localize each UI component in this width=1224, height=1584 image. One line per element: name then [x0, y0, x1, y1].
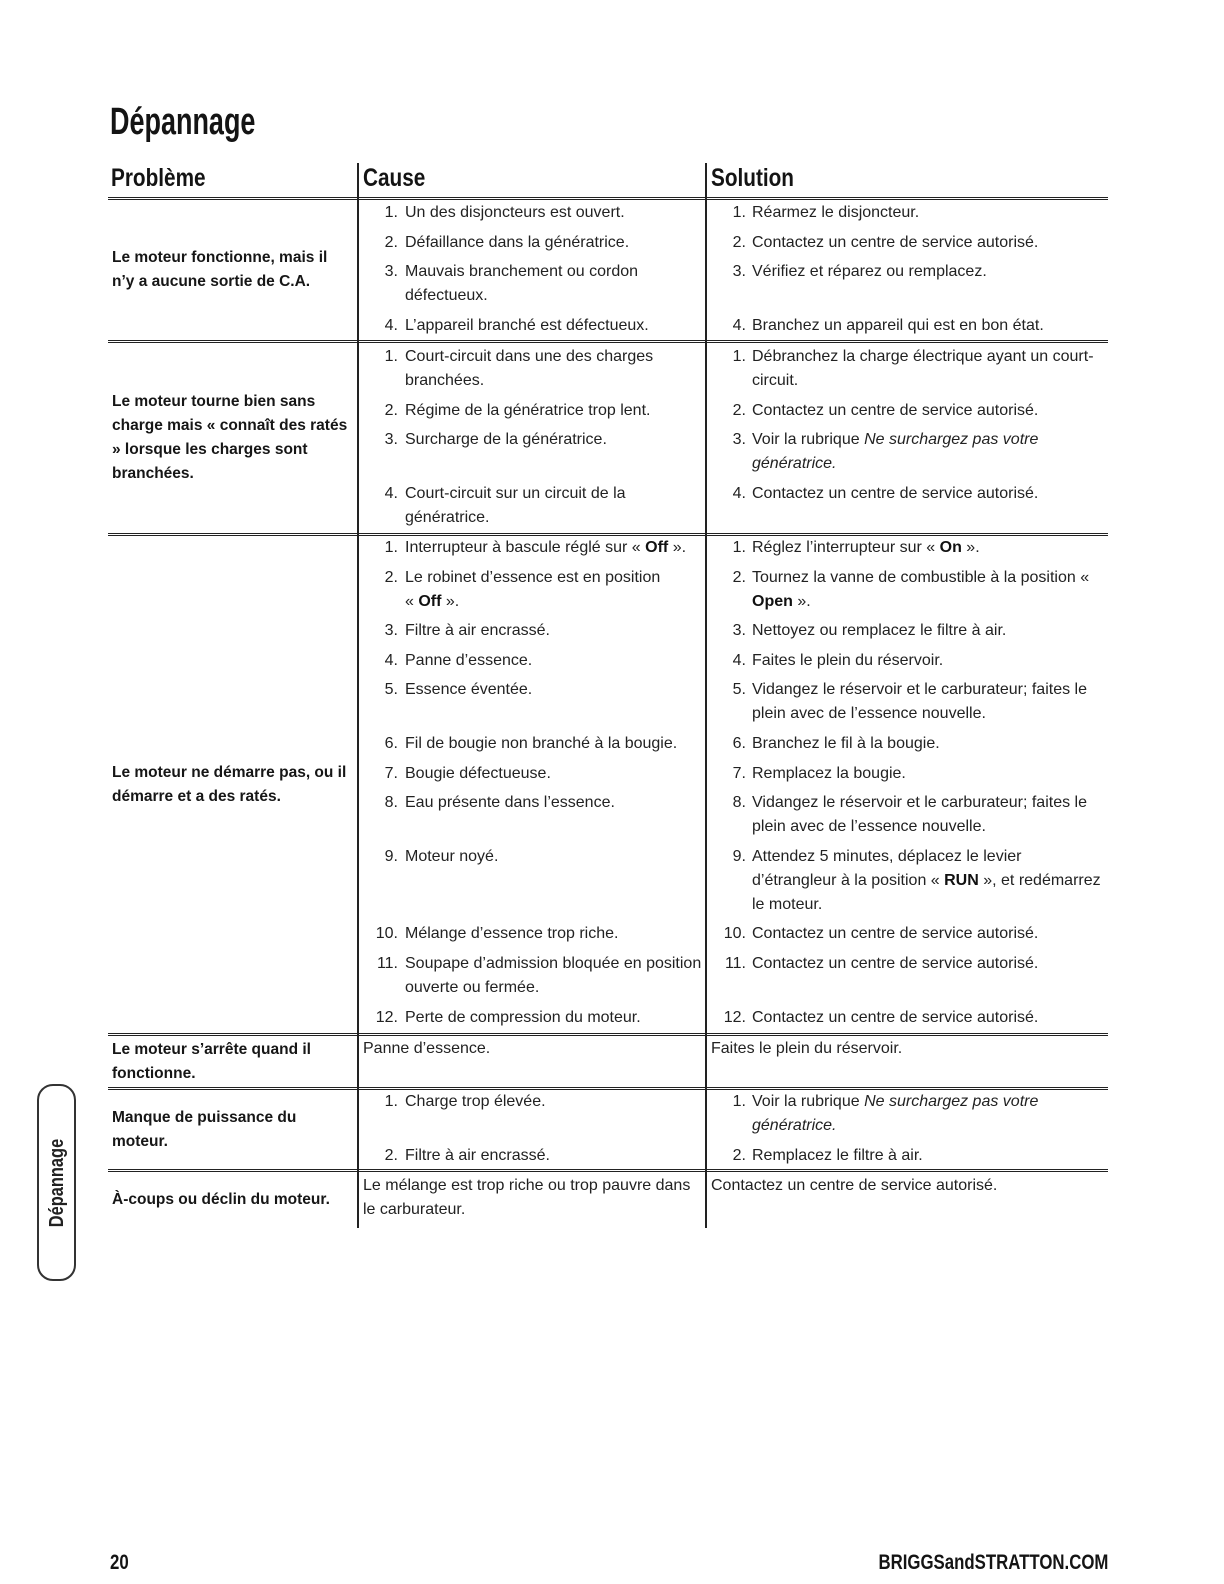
solution-text: Contactez un centre de service autorisé.: [752, 233, 1039, 251]
cause-cell: [358, 201, 706, 225]
solution-number: 12.: [723, 1008, 746, 1026]
cause-text-run: Off: [645, 539, 669, 556]
solution-text-run: ».: [961, 539, 980, 556]
cause-text: Filtre à air encrassé.: [405, 622, 550, 640]
cause-solution-list: [358, 1172, 1108, 1228]
cause-text: Panne d’essence.: [363, 1040, 491, 1057]
cause-cell: [358, 1144, 706, 1168]
solution-text: [752, 845, 1101, 917]
cause-number: 8.: [384, 794, 398, 812]
solution-cell: [706, 1090, 1108, 1138]
cause-number: 9.: [384, 847, 398, 865]
solution-number: 1.: [732, 348, 746, 365]
solution-cell: [706, 428, 1108, 476]
solution-number: 3.: [732, 263, 746, 281]
website-footer: BRIGGSandSTRATTON.COM: [878, 1551, 1108, 1574]
header-problem-label: Problème: [111, 164, 206, 192]
solution-text: Contactez un centre de service autorisé.: [752, 484, 1039, 502]
cause-number: 2.: [384, 233, 398, 251]
cause-text: [405, 536, 686, 560]
cause-cell: [358, 678, 706, 726]
cause-cell: [358, 762, 706, 786]
header-solution-label: Solution: [711, 164, 794, 192]
cause-text: Bougie défectueuse.: [405, 764, 551, 782]
cause-text: Un des disjoncteurs est ouvert.: [405, 204, 625, 221]
solution-text: Contactez un centre de service autorisé.: [752, 954, 1039, 972]
page-number: 20: [110, 1551, 129, 1574]
solution-text-run: Voir la rubrique: [752, 431, 865, 449]
solution-cell: [706, 762, 1108, 786]
solution-text: [752, 1090, 1038, 1138]
solution-number: 5.: [732, 681, 746, 699]
cause-text: Moteur noyé.: [405, 847, 499, 865]
table-row: [108, 1172, 1108, 1228]
cause-number: 1.: [384, 539, 398, 556]
cause-cell: [358, 260, 706, 308]
solution-text: Contactez un centre de service autorisé.: [752, 925, 1039, 943]
solution-text-run: Open: [752, 592, 793, 610]
column-divider-cause: [357, 163, 359, 1228]
cause-cell: [358, 922, 706, 946]
solution-number: 2.: [732, 1146, 746, 1164]
cause-text: Mauvais branchement ou cordon défectueux.: [405, 263, 639, 305]
side-tab-label: Dépannage: [45, 1138, 68, 1227]
solution-number: 3.: [732, 431, 746, 449]
cause-cell: [358, 314, 706, 338]
cause-text: Court-circuit sur un circuit de la génératrice.: [405, 484, 626, 526]
cause-number: 10.: [375, 925, 398, 943]
solution-text: Contactez un centre de service autorisé.: [752, 1008, 1039, 1026]
cause-cell: [358, 231, 706, 255]
solution-cell: [706, 345, 1108, 393]
solution-number: 4.: [732, 651, 746, 669]
cause-text: Défaillance dans la génératrice.: [405, 233, 630, 251]
cause-number: 2.: [384, 568, 398, 586]
solution-text: Nettoyez ou remplacez le filtre à air.: [752, 622, 1007, 640]
solution-text: Débranchez la charge électrique ayant un court- circuit.: [752, 348, 1094, 389]
solution-number: 4.: [732, 316, 746, 334]
cause-solution-pair: [358, 791, 1108, 839]
cause-cell: [358, 345, 706, 393]
cause-text: L’appareil branché est défectueux.: [405, 316, 649, 334]
cause-solution-pair: [358, 1006, 1108, 1030]
problem-cell: [108, 200, 358, 340]
solution-cell: [706, 399, 1108, 423]
solution-cell: [706, 619, 1108, 643]
cause-solution-pair: [358, 428, 1108, 476]
solution-number: 2.: [732, 401, 746, 419]
cause-text: Filtre à air encrassé.: [405, 1146, 550, 1164]
solution-number: 2.: [732, 568, 746, 586]
cause-text-run: Off: [418, 592, 442, 610]
cause-cell: [358, 845, 706, 917]
solution-text: Contactez un centre de service autorisé.: [752, 401, 1039, 419]
cause-solution-pair: [358, 566, 1108, 614]
header-cause: [358, 160, 706, 197]
solution-text-run: Ne surchargez pas votre génératrice.: [752, 1093, 1039, 1134]
cause-number: 1.: [384, 348, 398, 365]
cause-cell: [358, 952, 706, 1000]
cause-cell: [358, 536, 706, 560]
table-row: [108, 1036, 1108, 1090]
cause-number: 7.: [384, 764, 398, 782]
cause-cell: [358, 1037, 706, 1061]
header-problem: [108, 160, 358, 197]
solution-cell: [706, 922, 1108, 946]
cause-text-run: ».: [441, 592, 460, 610]
solution-text: Vérifiez et réparez ou remplacez.: [752, 263, 987, 281]
cause-text: Fil de bougie non branché à la bougie.: [405, 734, 678, 752]
solution-text-run: Voir la rubrique: [752, 1093, 865, 1110]
cause-solution-pair: [358, 1174, 1108, 1222]
solution-text-run: », et redémarrez le moteur.: [752, 871, 1101, 913]
cause-number: 5.: [384, 681, 398, 699]
solution-cell: [706, 231, 1108, 255]
side-tab: [37, 1084, 76, 1281]
solution-number: 1.: [732, 1093, 746, 1110]
problem-text: Manque de puissance du moteur.: [112, 1108, 297, 1150]
cause-text: Charge trop élevée.: [405, 1093, 546, 1110]
solution-text-run: Ne surchargez pas votre génératrice.: [752, 431, 1039, 473]
solution-number: 1.: [732, 539, 746, 556]
solution-text: Contactez un centre de service autorisé.: [711, 1177, 998, 1194]
cause-text-run: Le robinet d’essence est en position «: [405, 568, 661, 610]
problem-text: À-coups ou déclin du moteur.: [112, 1191, 330, 1208]
cause-solution-pair: [358, 482, 1108, 530]
solution-text: Branchez le fil à la bougie.: [752, 734, 940, 752]
cause-solution-pair: [358, 345, 1108, 393]
column-divider-solution: [705, 163, 707, 1228]
solution-cell: [706, 314, 1108, 338]
problem-cell: [108, 1172, 358, 1228]
solution-number: 8.: [732, 794, 746, 812]
problem-text: Le moteur ne démarre pas, ou il démarre et a des ratés.: [112, 763, 347, 805]
solution-text: [752, 536, 980, 560]
solution-number: 9.: [732, 847, 746, 865]
cause-solution-pair: [358, 762, 1108, 786]
cause-cell: [358, 732, 706, 756]
cause-solution-pair: [358, 845, 1108, 917]
table-row: [108, 200, 1108, 343]
cause-number: 12.: [375, 1008, 398, 1026]
cause-solution-list: [358, 1036, 1108, 1087]
table-row: [108, 536, 1108, 1036]
solution-number: 1.: [732, 204, 746, 221]
cause-solution-list: [358, 1090, 1108, 1169]
cause-cell: [358, 791, 706, 839]
cause-text: Soupape d’admission bloquée en position ouverte ou fermée.: [405, 954, 702, 996]
solution-number: 4.: [732, 484, 746, 502]
solution-number: 11.: [724, 954, 746, 972]
cause-solution-pair: [358, 536, 1108, 560]
solution-cell: [706, 566, 1108, 614]
problem-cell: [108, 536, 358, 1033]
solution-number: 7.: [732, 764, 746, 782]
problem-cell: [108, 343, 358, 533]
cause-text: [405, 566, 660, 614]
cause-cell: [358, 566, 706, 614]
cause-solution-pair: [358, 678, 1108, 726]
cause-number: 2.: [384, 401, 398, 419]
solution-number: 3.: [732, 622, 746, 640]
solution-number: 6.: [732, 734, 746, 752]
troubleshooting-table: [108, 160, 1108, 1228]
header-cause-label: Cause: [363, 164, 426, 192]
table-row: [108, 1090, 1108, 1172]
cause-text: Mélange d’essence trop riche.: [405, 925, 619, 943]
cause-cell: [358, 649, 706, 673]
solution-text: [752, 428, 1038, 476]
cause-text: Eau présente dans l’essence.: [405, 794, 615, 812]
solution-cell: [706, 732, 1108, 756]
cause-solution-pair: [358, 201, 1108, 225]
problem-cell: [108, 1036, 358, 1087]
cause-solution-list: [358, 536, 1108, 1033]
cause-number: 4.: [384, 484, 398, 502]
cause-number: 3.: [384, 263, 398, 281]
cause-number: 1.: [384, 204, 398, 221]
problem-text: Le moteur s’arrête quand il fonctionne.: [112, 1040, 311, 1082]
cause-solution-pair: [358, 260, 1108, 308]
cause-solution-pair: [358, 231, 1108, 255]
table-row: [108, 343, 1108, 536]
cause-solution-pair: [358, 922, 1108, 946]
cause-text: Perte de compression du moteur.: [405, 1008, 641, 1026]
solution-cell: [706, 482, 1108, 530]
solution-text-run: On: [939, 539, 962, 556]
solution-cell: [706, 1006, 1108, 1030]
solution-text: [752, 566, 1089, 614]
solution-text: Vidangez le réservoir et le carburateur; faites le plein avec de l’essence nouvelle.: [752, 794, 1087, 836]
cause-text: Panne d’essence.: [405, 651, 533, 669]
cause-text: Court-circuit dans une des charges branchées.: [405, 348, 654, 389]
problem-text: Le moteur fonctionne, mais il n’y a aucune sortie de C.A.: [112, 249, 328, 290]
cause-number: 4.: [384, 651, 398, 669]
cause-cell: [358, 399, 706, 423]
cause-number: 4.: [384, 316, 398, 334]
problem-cell: [108, 1090, 358, 1169]
cause-solution-pair: [358, 1090, 1108, 1138]
solution-cell: [706, 1144, 1108, 1168]
cause-cell: [358, 619, 706, 643]
solution-text: Vidangez le réservoir et le carburateur; faites le plein avec de l’essence nouvelle.: [752, 681, 1087, 723]
solution-number: 10.: [723, 925, 746, 943]
cause-number: 6.: [384, 734, 398, 752]
problem-text: Le moteur tourne bien sans charge mais « connaît des ratés » lorsque les charges sont branchées.: [112, 393, 348, 482]
header-solution: [706, 160, 1108, 197]
cause-cell: [358, 1006, 706, 1030]
cause-number: 2.: [384, 1146, 398, 1164]
table-body: [108, 200, 1108, 1228]
solution-text: Faites le plein du réservoir.: [752, 651, 944, 669]
cause-cell: [358, 482, 706, 530]
cause-cell: [358, 1090, 706, 1138]
cause-text: Essence éventée.: [405, 681, 533, 699]
cause-text-run: ».: [668, 539, 687, 556]
cause-solution-pair: [358, 952, 1108, 1000]
cause-text: Le mélange est trop riche ou trop pauvre dans le carburateur.: [363, 1177, 691, 1218]
cause-cell: [358, 1174, 706, 1222]
cause-text-run: Interrupteur à bascule réglé sur «: [405, 539, 646, 556]
solution-text: Branchez un appareil qui est en bon état.: [752, 316, 1044, 334]
solution-cell: [706, 952, 1108, 1000]
cause-solution-pair: [358, 732, 1108, 756]
solution-text: Remplacez la bougie.: [752, 764, 906, 782]
solution-text: Réarmez le disjoncteur.: [752, 204, 920, 221]
cause-number: 3.: [384, 431, 398, 449]
cause-text: Surcharge de la génératrice.: [405, 431, 607, 449]
cause-solution-pair: [358, 649, 1108, 673]
cause-text: Régime de la génératrice trop lent.: [405, 401, 651, 419]
solution-cell: [706, 1174, 1108, 1222]
solution-number: 2.: [732, 233, 746, 251]
cause-solution-list: [358, 200, 1108, 340]
solution-text-run: ».: [792, 592, 811, 610]
solution-cell: [706, 260, 1108, 308]
page-title: Dépannage: [110, 101, 256, 143]
solution-text-run: Tournez la vanne de combustible à la position «: [752, 568, 1090, 586]
cause-solution-pair: [358, 399, 1108, 423]
solution-cell: [706, 678, 1108, 726]
solution-cell: [706, 649, 1108, 673]
cause-cell: [358, 428, 706, 476]
solution-text: Remplacez le filtre à air.: [752, 1146, 923, 1164]
solution-cell: [706, 791, 1108, 839]
cause-number: 11.: [376, 954, 398, 972]
cause-solution-pair: [358, 619, 1108, 643]
solution-cell: [706, 845, 1108, 917]
table-header: [108, 160, 1108, 200]
cause-solution-pair: [358, 1037, 1108, 1061]
solution-text-run: Réglez l’interrupteur sur «: [752, 539, 940, 556]
cause-solution-pair: [358, 1144, 1108, 1168]
solution-cell: [706, 201, 1108, 225]
solution-cell: [706, 1037, 1108, 1061]
cause-number: 3.: [384, 622, 398, 640]
solution-text: Faites le plein du réservoir.: [711, 1040, 903, 1057]
solution-text-run: Attendez 5 minutes, déplacez le levier d’étrangleur à la position «: [752, 847, 1022, 889]
cause-solution-list: [358, 343, 1108, 533]
cause-solution-pair: [358, 314, 1108, 338]
cause-number: 1.: [384, 1093, 398, 1110]
solution-cell: [706, 536, 1108, 560]
solution-text-run: RUN: [944, 871, 979, 889]
